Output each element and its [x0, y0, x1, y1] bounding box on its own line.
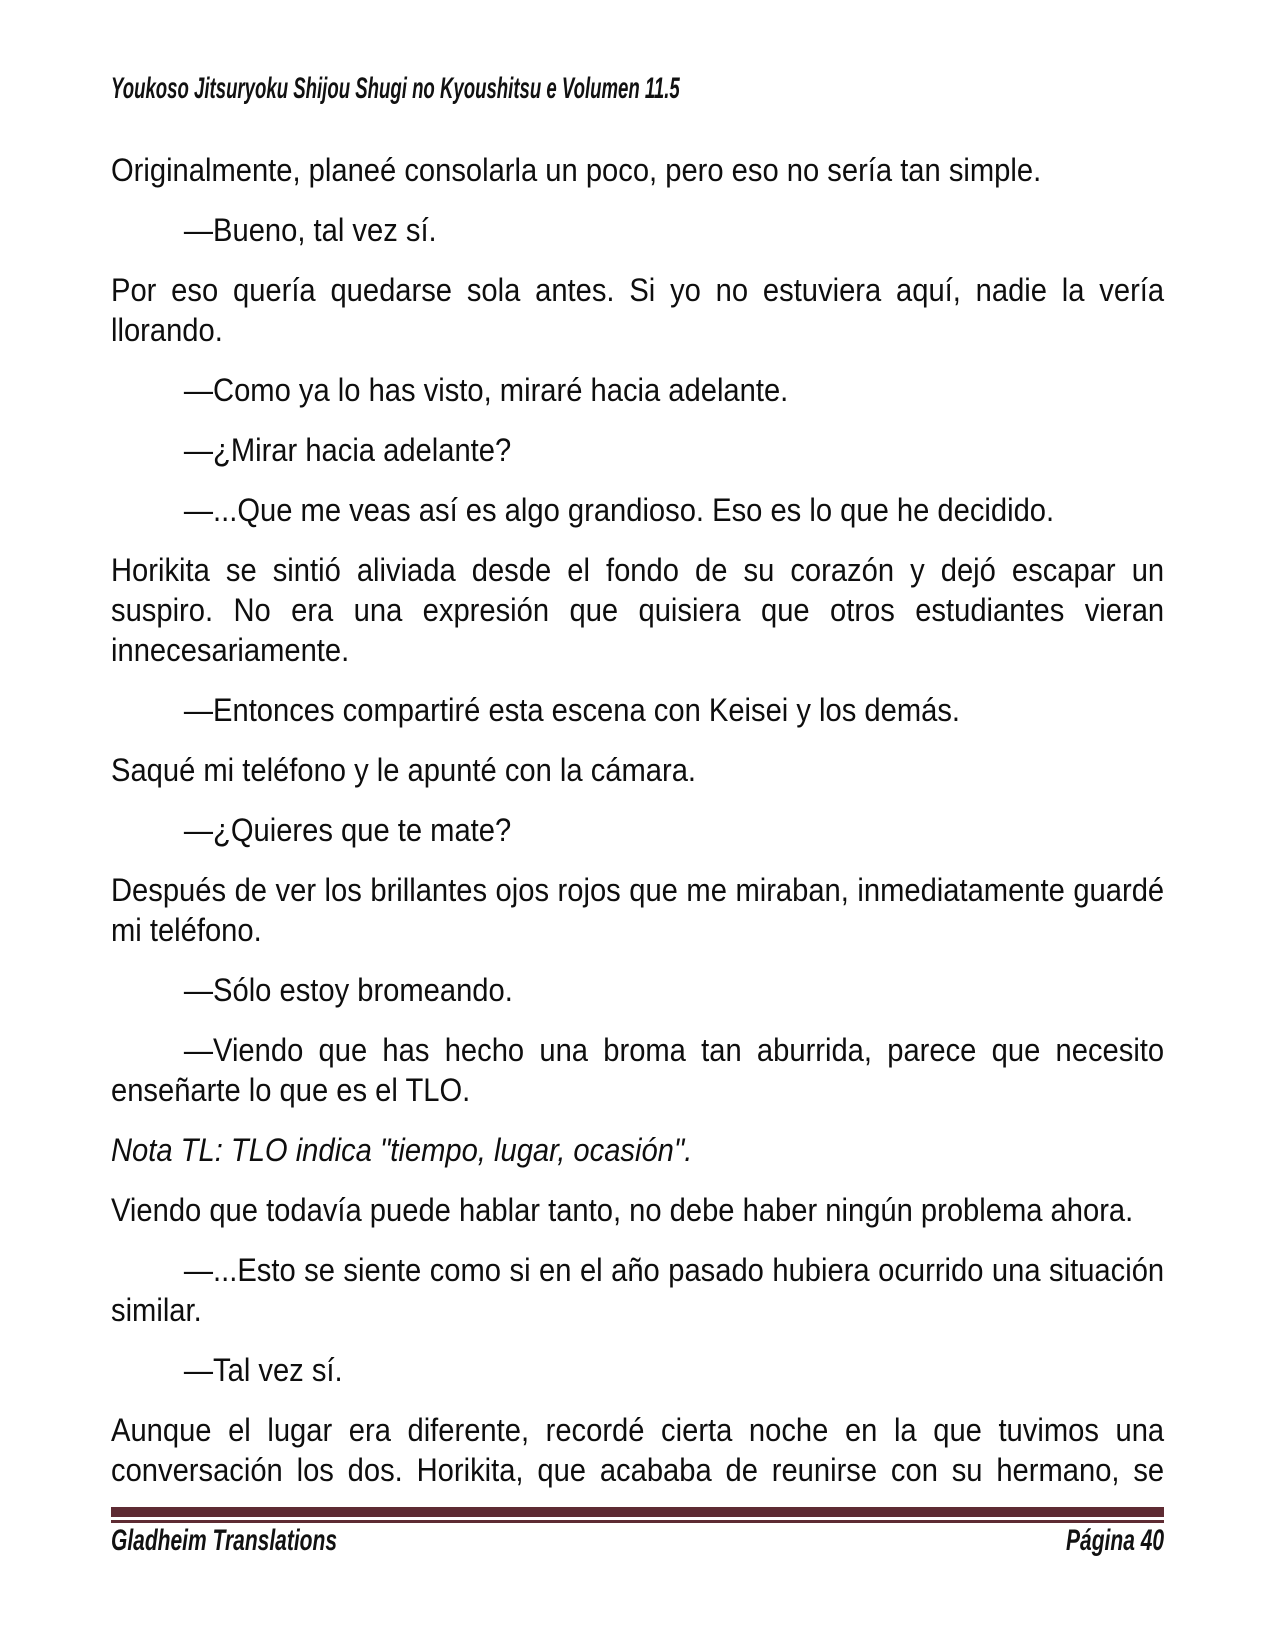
- footer-rule-thin-line: [111, 1520, 1164, 1523]
- dialogue-paragraph: —...Que me veas así es algo grandioso. Eso es lo que he decidido.: [183, 492, 1055, 528]
- dialogue-paragraph: —¿Quieres que te mate?: [183, 812, 512, 848]
- dialogue-paragraph: —¿Mirar hacia adelante?: [183, 432, 512, 468]
- narration-paragraph: Después de ver los brillantes ojos rojos que me miraban, inmediatamente guardé mi teléfono.: [111, 872, 1165, 948]
- narration-paragraph: Originalmente, planeé consolarla un poco, pero eso no sería tan simple.: [111, 152, 1042, 188]
- dialogue-paragraph: —...Esto se siente como si en el año pasado hubiera ocurrido una situación similar.: [111, 1252, 1165, 1328]
- page-footer: [111, 1524, 1164, 1558]
- narration-paragraph: Horikita se sintió aliviada desde el fondo de su corazón y dejó escapar un suspiro. No era una expresión que quisiera que otros estudiantes vieran innecesariamente.: [111, 552, 1165, 668]
- footer-page-number: Página 40: [1065, 1524, 1164, 1557]
- dialogue-paragraph: —Tal vez sí.: [183, 1352, 343, 1388]
- narration-paragraph: Viendo que todavía puede hablar tanto, no debe haber ningún problema ahora.: [111, 1192, 1134, 1228]
- footer-rule: [111, 1507, 1164, 1523]
- dialogue-paragraph: —Entonces compartiré esta escena con Keisei y los demás.: [183, 692, 961, 728]
- narration-paragraph: Saqué mi teléfono y le apunté con la cámara.: [111, 752, 697, 788]
- narration-paragraph: Por eso quería quedarse sola antes. Si yo no estuviera aquí, nadie la vería llorando.: [111, 272, 1165, 348]
- footer-translator-credit: Gladheim Translations: [111, 1524, 338, 1557]
- dialogue-paragraph: —Sólo estoy bromeando.: [183, 972, 513, 1008]
- page-header: [111, 72, 1028, 106]
- narration-paragraph: Aunque el lugar era diferente, recordé cierta noche en la que tuvimos una conversación los dos. Horikita, que acababa de reunirse con su hermano, se: [111, 1412, 1165, 1488]
- page-body: [111, 150, 1164, 1510]
- dialogue-paragraph: —Bueno, tal vez sí.: [183, 212, 437, 248]
- translator-note-paragraph: Nota TL: TLO indica "tiempo, lugar, ocasión".: [111, 1132, 693, 1168]
- dialogue-paragraph: —Como ya lo has visto, miraré hacia adelante.: [183, 372, 789, 408]
- header-title: Youkoso Jitsuryoku Shijou Shugi no Kyoushitsu e Volumen 11.5: [111, 72, 680, 105]
- footer-rule-thick-line: [111, 1507, 1164, 1517]
- dialogue-paragraph: —Viendo que has hecho una broma tan aburrida, parece que necesito enseñarte lo que es el TLO.: [111, 1032, 1165, 1108]
